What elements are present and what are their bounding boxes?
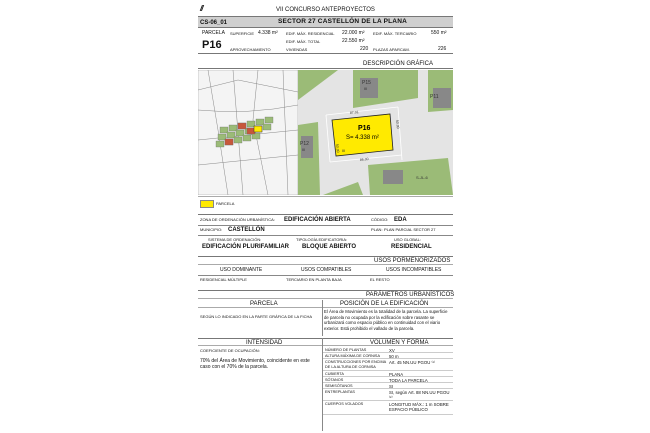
intensidad-header <box>198 338 453 346</box>
codigo-value: EDA <box>394 217 407 223</box>
posicion-col-label: POSICIÓN DE LA EDIFICACIÓN <box>340 301 429 307</box>
dim-right: 50.00 <box>395 119 400 129</box>
edif-total-value: 22.550 m² <box>342 38 365 44</box>
volumen-key: ENTREPLANTAS <box>325 390 355 394</box>
plot-p11-label: P11 <box>430 94 439 100</box>
intensidad-label: INTENSIDAD <box>246 340 283 346</box>
compatibles-label: USOS COMPATIBLES <box>301 267 352 273</box>
parcel-id: P16 <box>202 39 222 51</box>
usos-table <box>198 266 453 286</box>
volumen-label: VOLUMEN Y FORMA <box>370 340 429 346</box>
edif-res-value: 22.000 m² <box>342 30 365 36</box>
parcel-p16-label: P16 <box>358 125 371 132</box>
zona-value: EDIFICACIÓN ABIERTA <box>284 217 351 223</box>
dominante-value: RESIDENCIAL MÚLTIPLE <box>200 277 247 282</box>
parametros-title: PARÁMETROS URBANÍSTICOS <box>366 292 455 298</box>
parcel-p16-area: S= 4.338 m² <box>346 135 379 141</box>
codigo-label: CÓDIGO: <box>371 217 389 222</box>
volumen-value: SI <box>389 384 394 389</box>
uso-global-label: USO GLOBAL: <box>394 237 421 242</box>
volumen-value: SI, según Art. 88 NN.UU PGOU ⁽²⁾ <box>389 390 450 400</box>
legend-label: PARCELA <box>216 201 235 206</box>
aprov-label: APROVECHAMIENTO <box>230 47 271 52</box>
volumen-key: SEMISÓTANOS <box>325 384 353 388</box>
plazas-label: PLAZAS APARCAM. <box>373 47 410 52</box>
compatibles-value: TERCIARIO EN PLANTA BAJA <box>286 277 342 282</box>
parametros-header <box>198 300 453 308</box>
incompatibles-value: EL RESTO <box>370 277 390 282</box>
legend <box>198 196 453 210</box>
plazas-value: 226 <box>438 46 447 52</box>
location-map <box>198 70 298 195</box>
superficie-label: SUPERFICIE <box>230 31 255 36</box>
dim-left: 50.00 <box>335 143 340 153</box>
volumen-key: SÓTANOS <box>325 378 344 382</box>
uso-global-value: RESIDENCIAL <box>391 244 432 250</box>
volumen-value: 50 m <box>389 354 399 359</box>
sistema-label: SISTEMA DE ORDENACIÓN: <box>208 237 262 242</box>
parcel-info <box>198 29 453 54</box>
urban-planning-sheet <box>198 4 453 431</box>
sector-title: SECTOR 27 CASTELLÓN DE LA PLANA <box>278 18 407 25</box>
parametros-title-bar <box>198 290 453 299</box>
edif-ter-label: EDIF. MÁX. TERCIARIO <box>373 31 417 36</box>
sheet-code: CS-06_01 <box>200 20 228 26</box>
graphic-title: DESCRIPCIÓN GRÁFICA <box>363 61 434 67</box>
usos-title-bar <box>198 256 453 265</box>
plot-p15-label: P15 <box>362 80 371 86</box>
volumen-row <box>323 359 453 371</box>
incompatibles-label: USOS INCOMPATIBLES <box>386 267 442 273</box>
edif-res-label: EDIF. MÁX. RESIDENCIAL <box>286 31 335 36</box>
edif-total-label: EDIF. MÁX. TOTAL <box>286 39 321 44</box>
edif-ter-value: 550 m² <box>431 30 447 36</box>
volumen-key: CUBIERTA <box>325 372 344 376</box>
logo: // <box>200 4 203 13</box>
volumen-row <box>323 389 453 401</box>
volumen-value: LONGITUD MÁX.: 1 m SOBRE ESPACIO PÚBLICO <box>389 402 449 412</box>
roman-numeral: III <box>342 148 346 153</box>
legend-swatch <box>200 200 214 208</box>
contest-title: VII CONCURSO ANTEPROYECTOS <box>276 7 375 13</box>
plan-value: PLAN PARCIAL SECTOR 27 <box>384 227 436 232</box>
tipologia-label: TIPOLOGÍA EDIFICATORIA: <box>296 237 348 242</box>
header-bar <box>198 16 453 28</box>
volumen-value: TODA LA PARCELA <box>389 378 428 383</box>
detail-map <box>298 70 453 195</box>
parcela-col-label: PARCELA <box>250 301 278 307</box>
plot-p15-sub: III <box>364 86 368 91</box>
graphic-title-bar <box>198 60 453 69</box>
plan-label: PLAN: <box>371 227 383 232</box>
volumen-key: ALTURA MÁXIMA DE CORNISA <box>325 354 380 358</box>
usos-title: USOS PORMENORIZADOS <box>374 258 451 264</box>
volumen-row <box>323 401 453 415</box>
dominante-label: USO DOMINANTE <box>220 267 263 273</box>
volumen-key: CUERPOS VOLADOS <box>325 402 364 406</box>
dim-bottom: 86.00 <box>359 157 369 162</box>
dim-top: 87.01 <box>349 110 359 115</box>
coef-label: COEFICIENTE DE OCUPACIÓN: <box>200 348 260 353</box>
parcela-text: SEGÚN LO INDICADO EN LA PARTE GRÁFICA DE LA FICHA <box>200 314 313 319</box>
municipio-label: MUNICIPIO: <box>200 227 223 232</box>
posicion-text: El Área de Movimiento es la totalidad de la parcela. La superficie de parcela no ocupada por la edificación sobre rasante se urbanizará como espacio público en continuidad con el viario exterior. Está prohibido el vallado de la parcela. <box>324 309 448 331</box>
volumen-value: Art. 45 NN.UU PGOU ⁽¹⁾ <box>389 360 436 365</box>
plot-p12-label: P12 <box>300 141 309 147</box>
tipologia-value: BLOQUE ABIERTO <box>302 244 357 250</box>
plot-p12-sub: III <box>302 147 306 152</box>
plot-sjl-label: S-JL-6 <box>416 175 428 180</box>
volumen-key: NÚMERO DE PLANTAS <box>325 348 367 352</box>
volumen-key: CONSTRUCCIONES POR ENCIMA DE LA ALTURA DE CORNISA <box>325 360 386 369</box>
zona-label: ZONA DE ORDENACIÓN URBANÍSTICA: <box>200 217 275 222</box>
coef-text: 70% del Área de Movimiento, coincidente en este caso con el 70% de la parcela. <box>200 358 310 370</box>
viviendas-value: 220 <box>360 46 369 52</box>
volumen-value: XV <box>389 348 395 353</box>
parcel-label: PARCELA <box>202 30 225 36</box>
municipio-value: CASTELLÓN <box>228 227 265 233</box>
zoning-section <box>198 214 453 252</box>
sistema-value: EDIFICACIÓN PLURIFAMILIAR <box>202 244 289 250</box>
viviendas-label: VIVIENDAS <box>286 47 308 52</box>
superficie-value: 4.338 m² <box>258 30 278 36</box>
volumen-value: PLANA <box>389 372 404 377</box>
